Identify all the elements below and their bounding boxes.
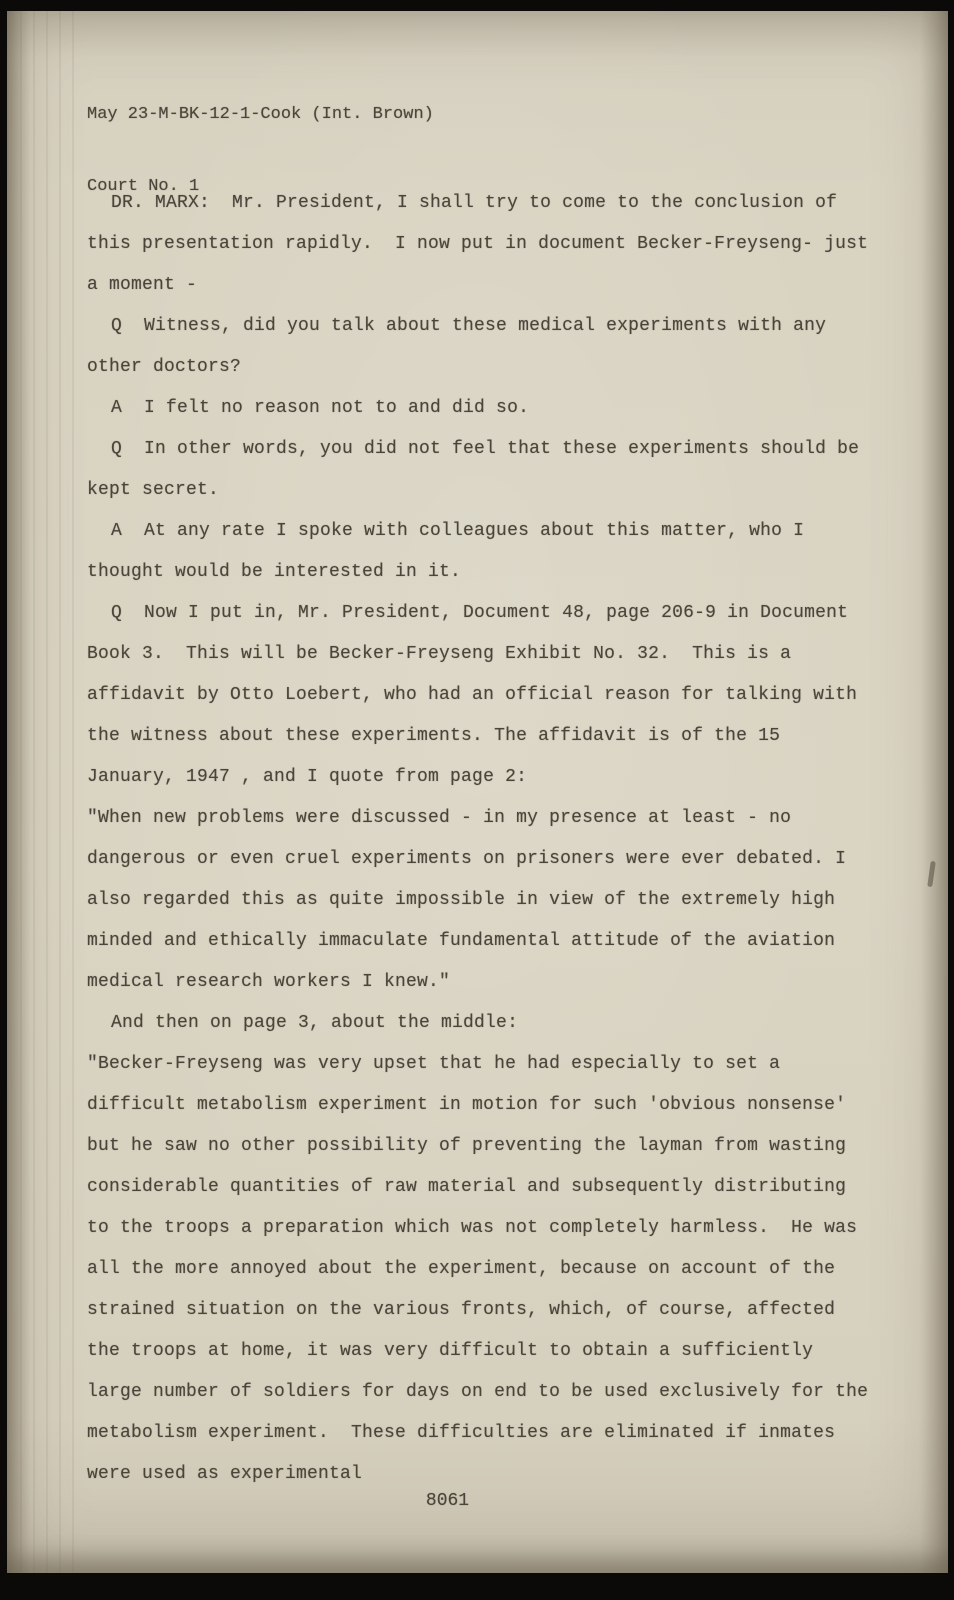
transcript-quote-paragraph: "When new problems were discussed - in my presence at least - no dangerous or even cruel experiments on prisoners were ever debated. I also regarded this as quite impossible in view of the extremely high minded and ethically immaculate fundamental attitude of the aviation medical research workers I knew." <box>87 808 858 992</box>
transcript-quote-paragraph: "Becker-Freyseng was very upset that he had especially to set a difficult metabolism experiment in motion for such 'obvious nonsense' but he saw no other possibility of preventing the layman from wasting considerable quantities of raw material and subsequently distributing to the troops a preparation which was not completely harmless. He was all the more annoyed about the experiment, because on account of the strained situation on the various fronts, which, of course, affected the troops at home, it was very difficult to obtain a sufficiently large number of soldiers for days on end to be used exclusively for the metabolism experiment. These difficulties are eliminated if inmates were used as experimental <box>87 1054 880 1484</box>
transcript-paragraph: Q In other words, you did not feel that these experiments should be kept secret. <box>87 439 871 500</box>
header-case-line: May 23-M-BK-12-1-Cook (Int. Brown) <box>87 105 434 124</box>
transcript-paragraph: DR. MARX: Mr. President, I shall try to come to the conclusion of this presentation rapidly. I now put in document Becker-Freyseng- just a moment - <box>87 193 880 295</box>
transcript-paragraph: A I felt no reason not to and did so. <box>111 398 530 418</box>
header-court-line: Court No. 1 <box>87 177 200 196</box>
transcript-paragraph: A At any rate I spoke with colleagues about this matter, who I thought would be interested in it. <box>87 521 816 582</box>
transcript-paragraph: Q Now I put in, Mr. President, Document 48, page 206-9 in Document Book 3. This will be Becker-Freyseng Exhibit No. 32. This is a affidavit by Otto Loebert, who had an official reason for talking with the witness about these experiments. The affidavit is of the 15 January, 1947 , and I quote from page 2: <box>87 603 869 787</box>
transcript-paragraph: And then on page 3, about the middle: <box>111 1013 519 1033</box>
document-scan-page <box>7 11 948 1573</box>
page-number: 8061 <box>425 1491 470 1511</box>
transcript-paragraph: Q Witness, did you talk about these medical experiments with any other doctors? <box>87 316 838 377</box>
transcript-body <box>87 183 880 1495</box>
